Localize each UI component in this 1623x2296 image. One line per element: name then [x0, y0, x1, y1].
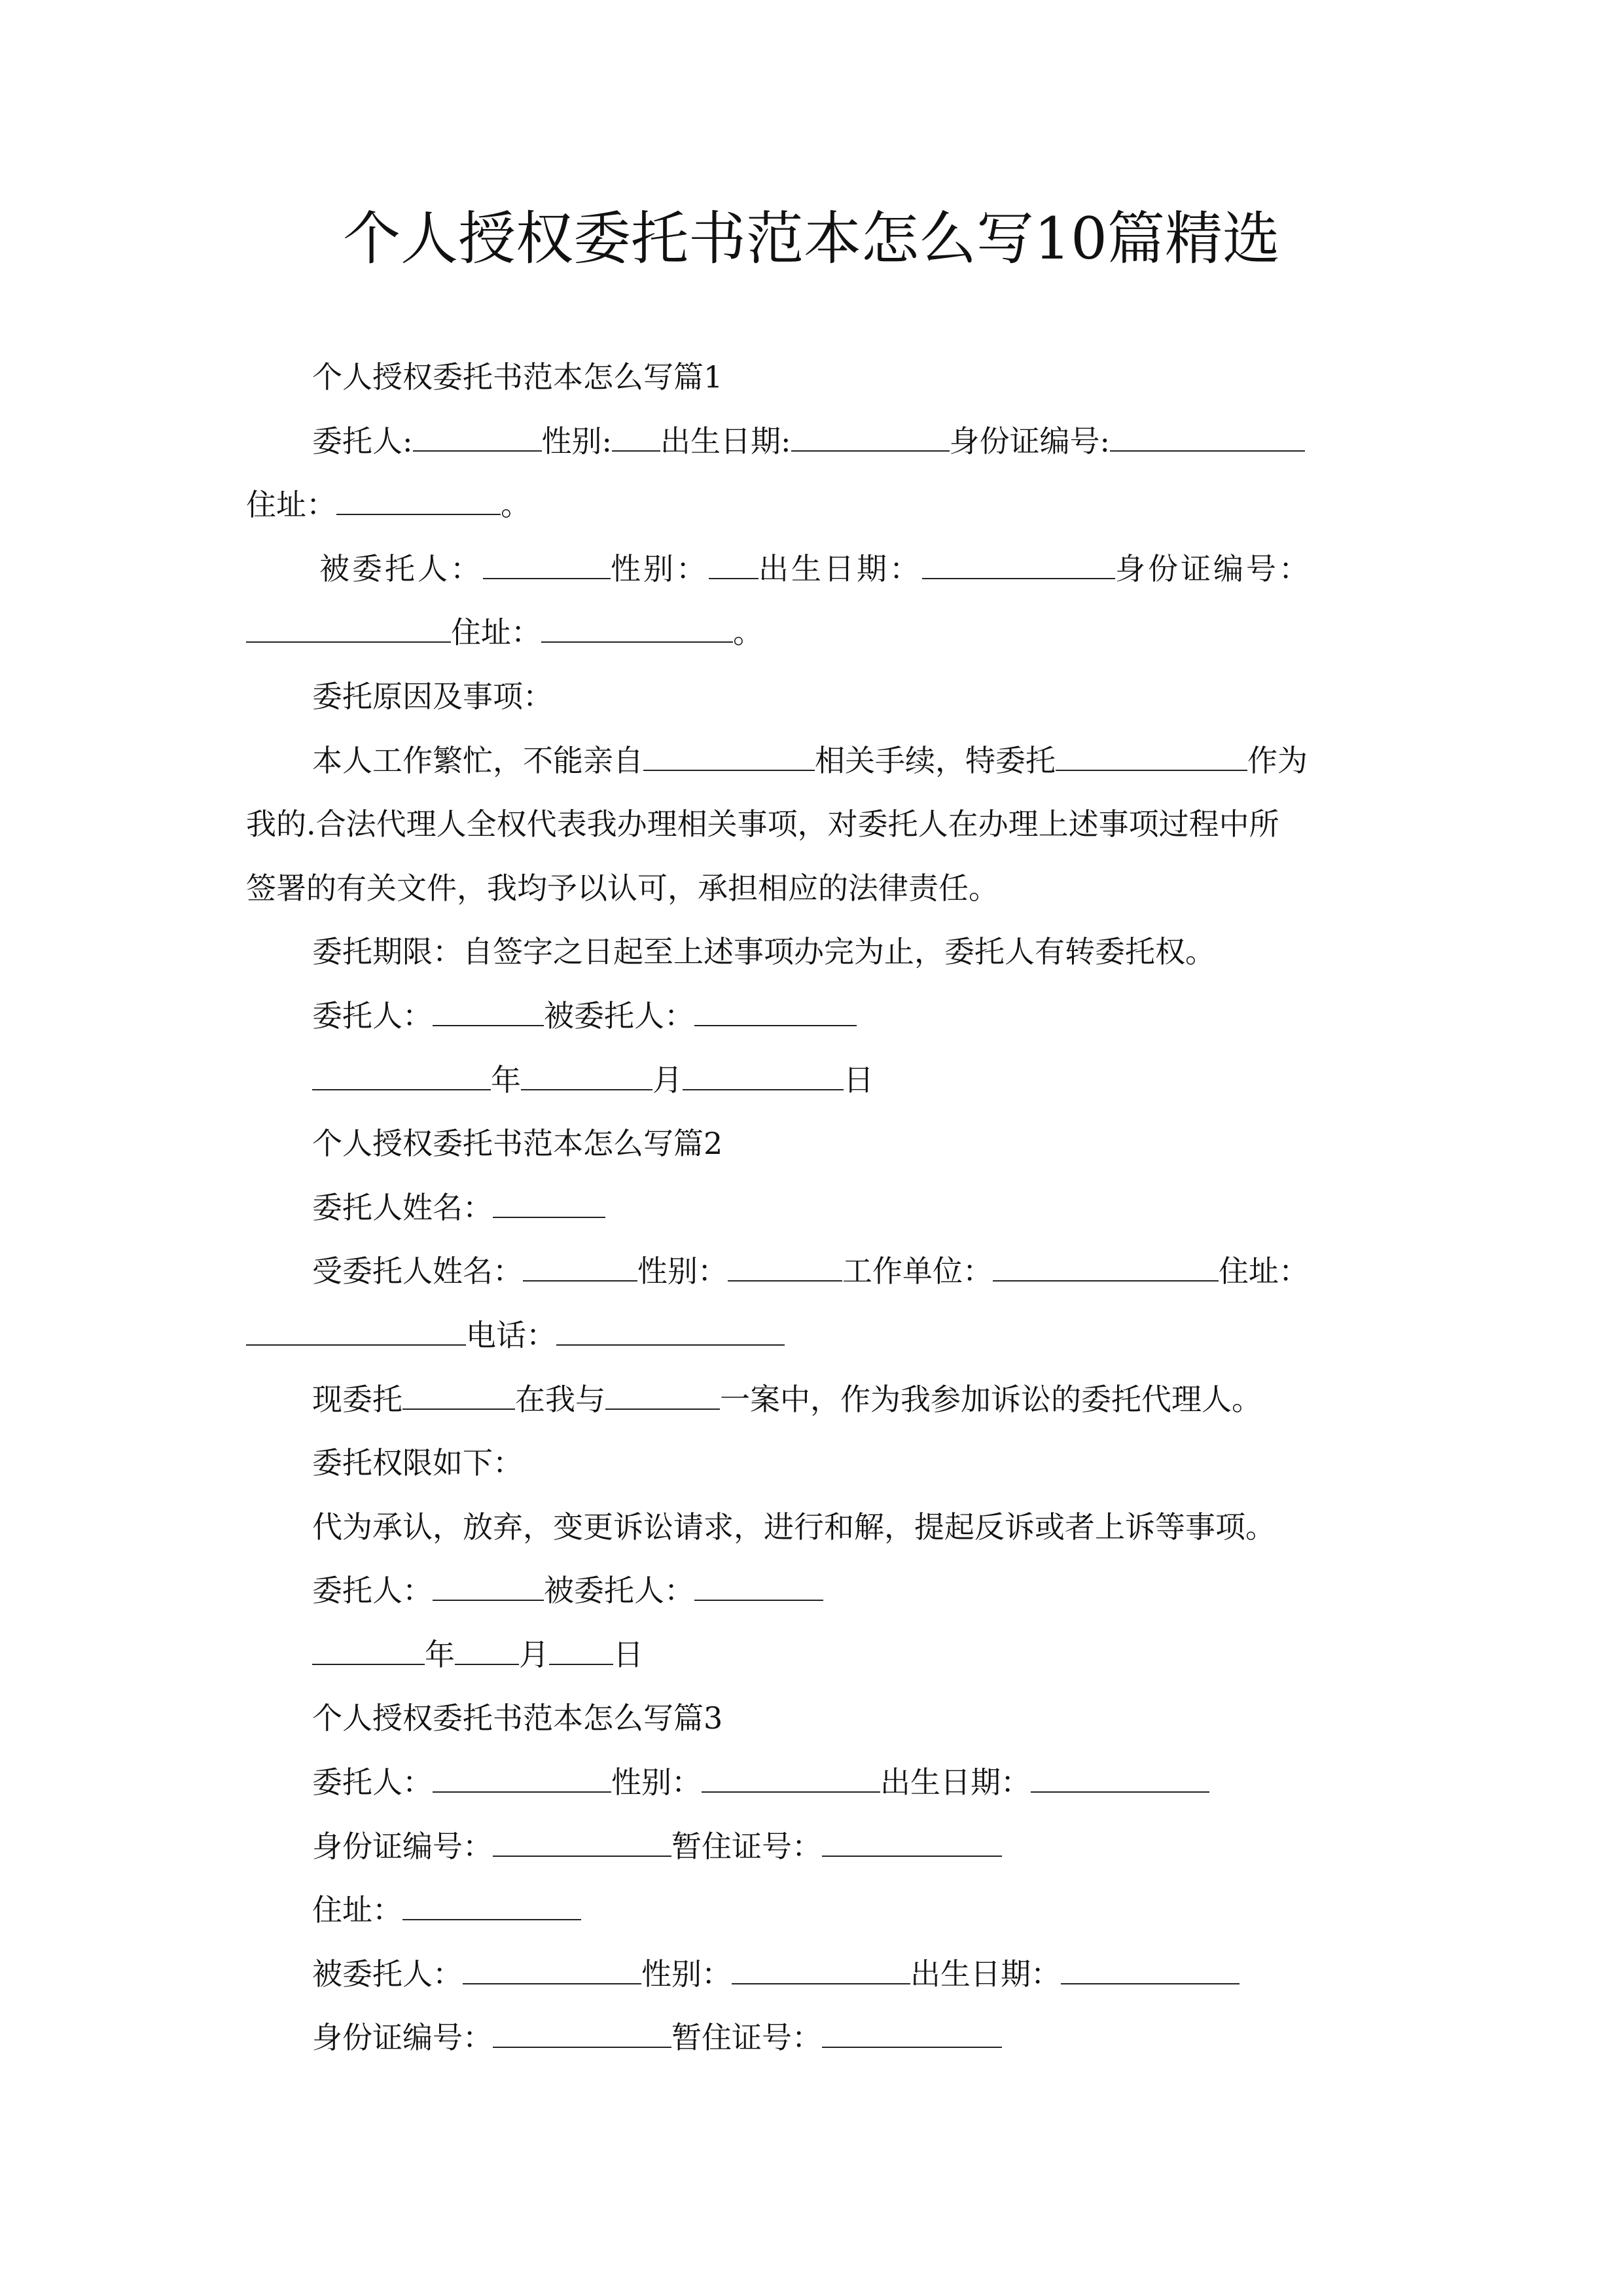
agent-contact-line — [246, 1304, 1378, 1368]
label: 日 — [844, 1062, 874, 1098]
gender-blank[interactable] — [709, 552, 758, 579]
label: 住址： — [312, 1892, 402, 1928]
label: 年 — [491, 1062, 521, 1098]
day-blank[interactable] — [549, 1638, 613, 1665]
label: 委托人： — [312, 1573, 433, 1609]
year-blank[interactable] — [312, 1638, 425, 1665]
employer-blank[interactable] — [993, 1254, 1219, 1282]
agent-info-line — [246, 537, 1378, 601]
principal-info-line — [246, 410, 1378, 474]
section-heading-2: 个人授权委托书范本怎么写篇2 — [312, 1126, 723, 1162]
text: 作为 — [1247, 742, 1308, 778]
label: 委托人: — [312, 423, 413, 459]
label: 身份证编号: — [949, 423, 1110, 459]
label: 性别： — [637, 1253, 728, 1289]
text: 现委托 — [312, 1381, 402, 1417]
name-blank[interactable] — [483, 552, 611, 579]
label: 日 — [613, 1636, 643, 1672]
date-line — [246, 1049, 1378, 1113]
label: 被委托人： — [544, 997, 694, 1033]
label: 性别： — [641, 1956, 732, 1992]
agent-info-line — [246, 1943, 1378, 2007]
label: 委托人： — [312, 1765, 433, 1801]
signature-blank[interactable] — [694, 999, 857, 1026]
label: 身份证编号： — [312, 1828, 493, 1864]
address-blank[interactable] — [541, 615, 733, 643]
text: 在我与 — [515, 1381, 605, 1417]
label: 被委托人： — [544, 1573, 694, 1609]
gender-blank[interactable] — [728, 1254, 842, 1282]
label: 住址： — [451, 615, 541, 651]
signature-line — [246, 1559, 1378, 1623]
paragraph: 代为承认，放弃，变更诉讼请求，进行和解，提起反诉或者上诉等事项。 — [312, 1509, 1275, 1545]
name-blank[interactable] — [413, 424, 542, 452]
matter-blank[interactable] — [643, 744, 815, 771]
principal-name-line — [246, 1176, 1378, 1240]
name-blank[interactable] — [523, 1254, 637, 1282]
label: 身份证编号： — [1115, 550, 1311, 586]
paragraph — [246, 1368, 1378, 1432]
gender-blank[interactable] — [702, 1765, 880, 1793]
label: 性别： — [611, 1765, 702, 1801]
year-blank[interactable] — [312, 1063, 491, 1090]
label: 暂住证号： — [671, 1828, 822, 1864]
address-blank[interactable] — [336, 488, 501, 515]
section-heading-1: 个人授权委托书范本怎么写篇1 — [312, 359, 723, 395]
label: 性别： — [611, 550, 709, 586]
paragraph: 委托原因及事项： — [312, 678, 553, 714]
address-blank[interactable] — [246, 1318, 466, 1346]
agent-blank[interactable] — [1056, 744, 1247, 771]
label: 出生日期: — [660, 423, 791, 459]
label: 住址： — [246, 487, 336, 523]
address-blank[interactable] — [402, 1893, 581, 1920]
paragraph — [246, 729, 1378, 793]
paragraph: 委托期限：自签字之日起至上述事项办完为止，委托人有转委托权。 — [312, 934, 1215, 970]
agent-address-line — [246, 601, 1378, 665]
paragraph: 签署的有关文件，我均予以认可，承担相应的法律责任。 — [246, 870, 999, 906]
label: 年 — [425, 1636, 455, 1672]
principal-address-line — [246, 473, 1378, 537]
document-body — [246, 346, 1378, 2070]
permit-blank[interactable] — [822, 2020, 1002, 2048]
label: 被委托人： — [312, 1956, 463, 1992]
period: 。 — [733, 615, 763, 651]
birthdate-blank[interactable] — [922, 552, 1115, 579]
label: 月 — [652, 1062, 683, 1098]
agent-info-line — [246, 1240, 1378, 1304]
signature-blank[interactable] — [433, 1573, 544, 1601]
label: 受委托人姓名： — [312, 1253, 523, 1289]
label: 委托人姓名： — [312, 1189, 493, 1225]
name-blank[interactable] — [493, 1191, 605, 1218]
document-title: 个人授权委托书范本怎么写10篇精选 — [343, 205, 1280, 272]
label: 出生日期： — [910, 1956, 1061, 1992]
text: 一案中，作为我参加诉讼的委托代理人。 — [720, 1381, 1262, 1417]
signature-blank[interactable] — [694, 1573, 823, 1601]
phone-blank[interactable] — [556, 1318, 785, 1346]
label: 委托人： — [312, 997, 433, 1033]
birthdate-blank[interactable] — [1031, 1765, 1209, 1793]
day-blank[interactable] — [683, 1063, 844, 1090]
principal-address-line — [246, 1878, 1378, 1943]
signature-blank[interactable] — [433, 999, 544, 1026]
label: 工作单位： — [842, 1253, 993, 1289]
id-blank[interactable] — [1110, 424, 1305, 452]
party-blank[interactable] — [605, 1382, 720, 1410]
signature-line — [246, 984, 1378, 1049]
label: 身份证编号： — [312, 2020, 493, 2056]
agent-id-line — [246, 2006, 1378, 2070]
label: 月 — [519, 1636, 549, 1672]
id-blank[interactable] — [493, 1829, 671, 1857]
id-blank[interactable] — [246, 615, 451, 643]
label: 被委托人： — [319, 550, 483, 586]
birthdate-blank[interactable] — [791, 424, 950, 452]
paragraph: 委托权限如下： — [312, 1445, 523, 1481]
birthdate-blank[interactable] — [1061, 1957, 1240, 1984]
label: 电话： — [466, 1317, 556, 1353]
principal-id-line — [246, 1815, 1378, 1879]
label: 暂住证号： — [671, 2020, 822, 2056]
name-blank[interactable] — [463, 1957, 641, 1984]
period: 。 — [501, 487, 531, 523]
permit-blank[interactable] — [822, 1829, 1002, 1857]
date-line — [246, 1623, 1378, 1687]
label: 性别: — [541, 423, 612, 459]
text: 相关手续，特委托 — [815, 742, 1056, 778]
label: 住址： — [1219, 1253, 1309, 1289]
principal-info-line — [246, 1751, 1378, 1815]
gender-blank[interactable] — [732, 1957, 910, 1984]
name-blank[interactable] — [433, 1765, 611, 1793]
agent-blank[interactable] — [402, 1382, 515, 1410]
paragraph: 我的.合法代理人全权代表我办理相关事项，对委托人在办理上述事项过程中所 — [246, 806, 1279, 842]
month-blank[interactable] — [521, 1063, 652, 1090]
gender-blank[interactable] — [612, 424, 660, 452]
id-blank[interactable] — [493, 2020, 671, 2048]
label: 出生日期： — [758, 550, 922, 586]
label: 出生日期： — [880, 1765, 1031, 1801]
section-heading-3: 个人授权委托书范本怎么写篇3 — [312, 1700, 723, 1736]
month-blank[interactable] — [455, 1638, 519, 1665]
text: 本人工作繁忙，不能亲自 — [312, 742, 643, 778]
